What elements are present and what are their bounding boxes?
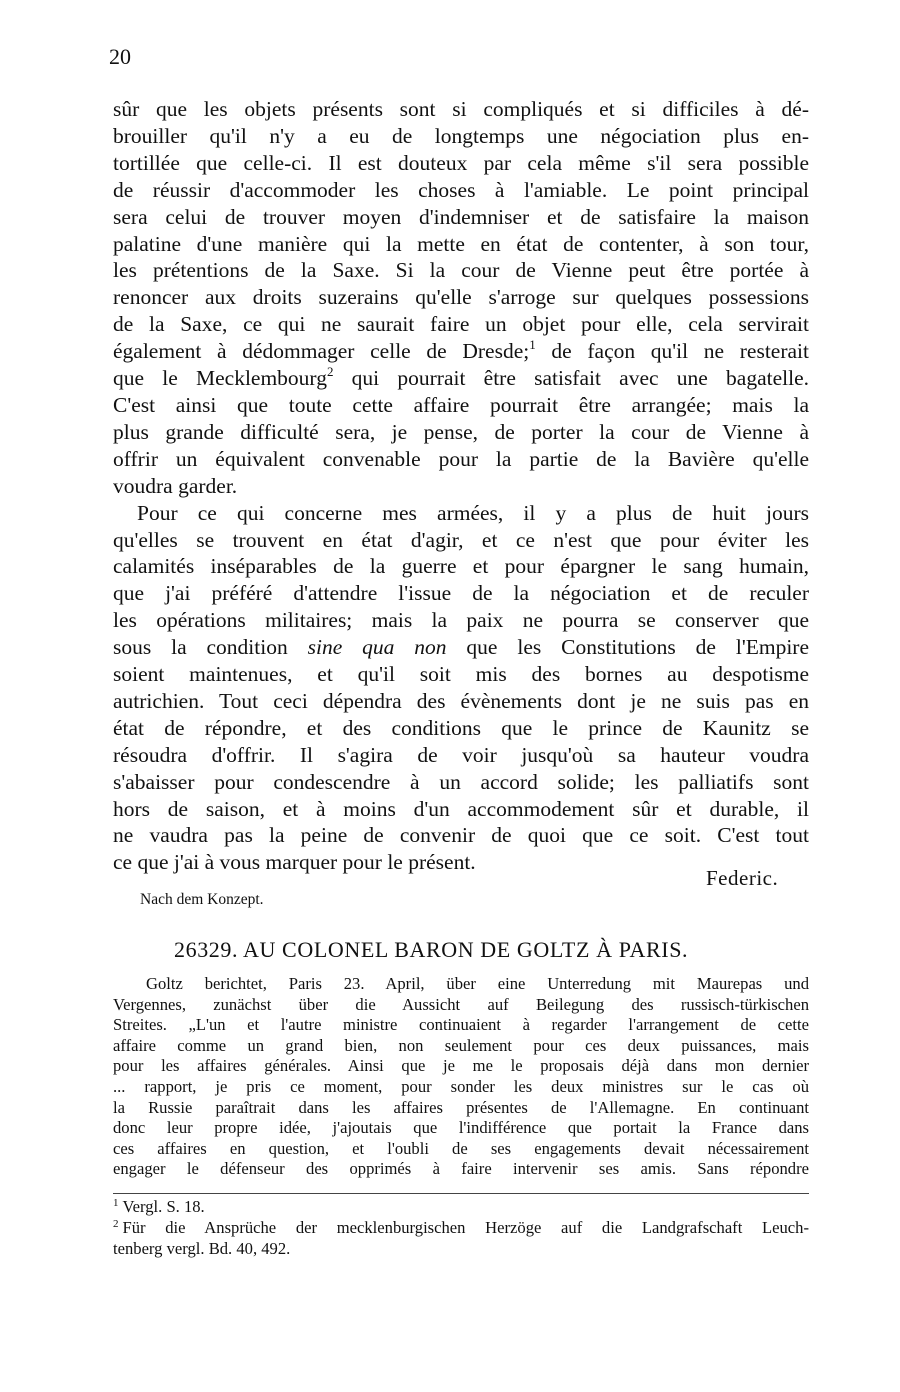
footnote-mark: 1: [113, 1197, 119, 1209]
source-note: Nach dem Konzept.: [140, 891, 264, 908]
text-line: C'est ainsi que toute cette affaire pourrait être arrangée; mais la: [113, 392, 809, 417]
summary-line: ces affaires en question, et l'oubli de ses engagements devait nécessairement: [113, 1138, 809, 1158]
letter-body: [113, 96, 809, 876]
text-line-with-italic: [113, 634, 809, 661]
footnote-line: [113, 1217, 809, 1238]
text-line: renoncer aux droits suzerains qu'elle s'arroge sur quelques possessions: [113, 285, 809, 310]
latin-phrase: sine qua non: [307, 635, 447, 660]
text-line: qu'elles se trouvent en état d'agir, et ce n'est que pour éviter les: [113, 527, 809, 552]
text-line: sera celui de trouver moyen d'indemniser et de satisfaire la maison: [113, 204, 809, 229]
letter-heading: 26329. AU COLONEL BARON DE GOLTZ À PARIS.: [174, 937, 689, 962]
text-line: soient maintenues, et qu'il soit mis des bornes au despotisme: [113, 662, 809, 687]
summary-line: pour les affaires générales. Ainsi que je me le proposais déjà dans mon dernier: [113, 1056, 809, 1076]
letter-summary: [113, 974, 809, 1180]
footnote-2: [113, 1217, 809, 1259]
footnotes: [113, 1196, 809, 1259]
footnote-text: Für die Ansprüche der mecklenburgischen Herzöge auf die Landgrafschaft Leuch-: [122, 1218, 809, 1237]
summary-line: Goltz berichtet, Paris 23. April, über eine Unterredung mit Maurepas und: [146, 974, 809, 993]
text-line: calamités inséparables de la guerre et pour épargner le sang humain,: [113, 554, 809, 579]
text-line: résoudra d'offrir. Il s'agira de voir jusqu'où sa hauteur voudra: [113, 742, 809, 767]
text-line-with-footnote: [113, 338, 809, 365]
summary-line: affaire comme un grand bien, non seulement pour ces deux puissances, mais: [113, 1035, 809, 1055]
footnote-mark: 2: [113, 1218, 119, 1230]
footnote-reference: 2: [326, 364, 334, 380]
text-line: de réussir d'accommoder les choses à l'amiable. Le point principal: [113, 177, 809, 202]
text-line: offrir un équivalent convenable pour la partie de la Bavière qu'elle: [113, 446, 809, 471]
page-number: 20: [109, 44, 131, 69]
text-line: tortillée que celle-ci. Il est douteux par cela même s'il sera possible: [113, 150, 809, 175]
footnote-text: Vergl. S. 18.: [122, 1197, 205, 1216]
text-line: Pour ce qui concerne mes armées, il y a plus de huit jours: [137, 500, 809, 525]
summary-line: donc leur propre idée, j'ajoutais que l'indifférence que portait la France dans: [113, 1118, 809, 1138]
summary-line: la Russie paraîtrait dans les affaires présentes de l'Allemagne. En continuant: [113, 1097, 809, 1117]
text-segment: que les Constitutions de l'Empire: [446, 635, 809, 660]
signature: Federic.: [706, 866, 779, 890]
text-line: ce que j'ai à vous marquer pour le présent.: [113, 850, 476, 875]
text-line: brouiller qu'il n'y a eu de longtemps une négociation plus en-: [113, 123, 809, 148]
text-line: palatine d'une manière qui la mette en état de contenter, à son tour,: [113, 231, 809, 256]
text-line: hors de saison, et à moins d'un accommodement sûr et durable, il: [113, 796, 809, 821]
summary-line: Streites. „L'un et l'autre ministre continuaient à regarder l'arrangement de cette: [113, 1015, 809, 1035]
text-line: ne vaudra pas la peine de convenir de quoi que ce soit. C'est tout: [113, 823, 809, 848]
text-segment: sous la condition: [113, 635, 308, 660]
text-line: s'abaisser pour condescendre à un accord solide; les palliatifs sont: [113, 769, 809, 794]
text-line: les opérations militaires; mais la paix ne pourra se conserver que: [113, 608, 809, 633]
text-segment: que le Mecklembourg: [113, 366, 327, 391]
footnote-line: tenberg vergl. Bd. 40, 492.: [113, 1239, 291, 1258]
summary-line: engager le défenseur des opprimés à faire intervenir ses amis. Sans répondre: [113, 1159, 809, 1179]
text-line: que j'ai préféré d'attendre l'issue de la négociation et de reculer: [113, 581, 809, 606]
text-line: sûr que les objets présents sont si compliqués et si difficiles à dé-: [113, 97, 809, 121]
text-line: plus grande difficulté sera, je pense, de porter la cour de Vienne à: [113, 419, 809, 444]
text-segment: qui pourrait être satisfait avec une bagatelle.: [333, 366, 809, 391]
footnote-reference: 1: [529, 337, 536, 353]
text-segment: de façon qu'il ne resterait: [535, 339, 809, 364]
text-line: autrichien. Tout ceci dépendra des évènements dont je ne suis pas en: [113, 688, 809, 713]
footnote-1: [113, 1196, 809, 1217]
text-line: état de répondre, et des conditions que le prince de Kaunitz se: [113, 715, 809, 740]
text-line-with-footnote: [113, 365, 809, 392]
summary-line: Vergennes, zunächst über die Aussicht auf Beilegung des russisch-türkischen: [113, 994, 809, 1014]
footnote-divider: [113, 1193, 809, 1194]
text-line: les prétentions de la Saxe. Si la cour de Vienne peut être portée à: [113, 258, 809, 283]
text-segment: également à dédommager celle de Dresde;: [113, 339, 530, 364]
summary-line: ... rapport, je pris ce moment, pour sonder les deux ministres sur le cas où: [113, 1076, 809, 1096]
text-line: voudra garder.: [113, 473, 238, 498]
text-line: de la Saxe, ce qui ne saurait faire un objet pour elle, cela servirait: [113, 312, 809, 337]
